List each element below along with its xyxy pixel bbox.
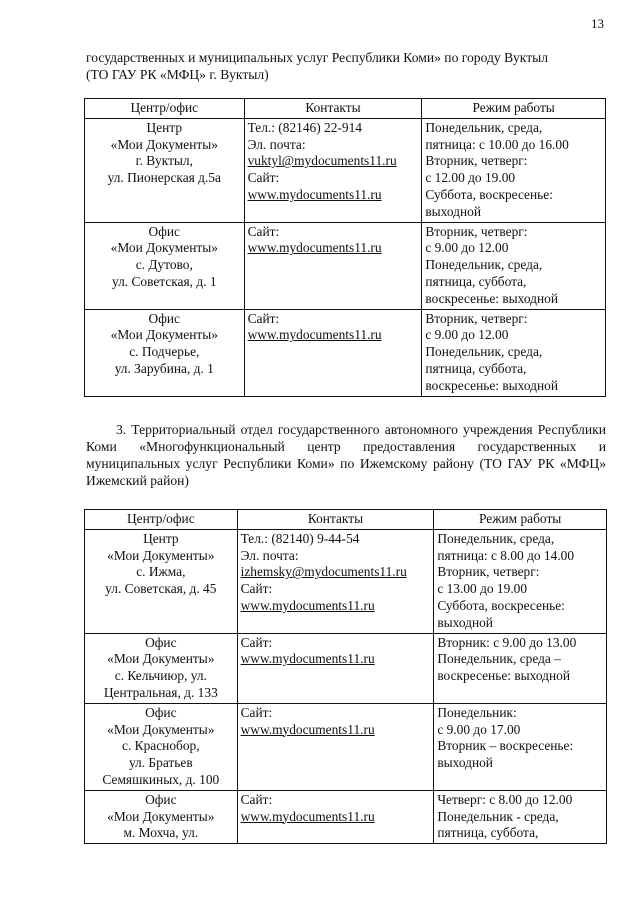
section2-heading (86, 421, 606, 489)
schedule-line: пятница, суббота, (437, 825, 539, 841)
cell-contacts (237, 633, 434, 703)
center-line: ул. Братьев (128, 755, 193, 771)
schedule-line: Понедельник, среда, (425, 257, 543, 273)
center-line: «Мои Документы» (110, 327, 218, 343)
contact-text: Сайт: (240, 791, 273, 807)
schedule-line: выходной (425, 203, 481, 219)
schedule-line: пятница: с 10.00 до 16.00 (425, 136, 569, 152)
contact-text: Сайт: (247, 170, 280, 186)
contact-link[interactable]: www.mydocuments11.ru (240, 808, 375, 824)
cell-contacts (237, 703, 434, 790)
column-header-center: Центр/офис (85, 99, 245, 119)
contact-link[interactable]: www.mydocuments11.ru (240, 597, 375, 613)
contact-link[interactable]: www.mydocuments11.ru (247, 240, 382, 256)
section2-table (84, 509, 607, 844)
contact-text: Сайт: (247, 223, 280, 239)
page-number: 13 (591, 16, 604, 31)
schedule-line: Понедельник: (437, 704, 517, 720)
center-line: «Мои Документы» (107, 547, 215, 563)
cell-contacts (237, 529, 434, 633)
schedule-line: Вторник, четверг: (425, 223, 528, 239)
column-header-contacts: Контакты (244, 99, 422, 119)
schedule-line: Вторник: с 9.00 до 13.00 (437, 634, 577, 650)
center-line: Центр (143, 530, 179, 546)
cell-schedule (434, 790, 607, 843)
table-row (85, 790, 607, 843)
column-header-contacts: Контакты (237, 510, 434, 530)
section1-heading (86, 49, 606, 83)
table-row (85, 633, 607, 703)
center-line: с. Подчерье, (129, 344, 200, 360)
cell-schedule (434, 633, 607, 703)
contact-link[interactable]: vuktyl@mydocuments11.ru (247, 153, 397, 169)
contact-text: Сайт: (247, 310, 280, 326)
contact-text: Сайт: (240, 634, 273, 650)
schedule-line: воскресенье: выходной (437, 668, 570, 684)
cell-contacts (244, 309, 422, 396)
contact-link[interactable]: izhemsky@mydocuments11.ru (240, 564, 407, 580)
table-header-row (85, 99, 606, 119)
cell-center-office (85, 529, 238, 633)
center-line: Офис (148, 310, 181, 326)
center-line: Офис (145, 791, 177, 807)
center-line: Офис (145, 704, 177, 720)
section2-heading-text: 3. Территориальный отдел государственного автономного учреждения Республики Коми «Многофункциональный центр предоставления государственных и муниципальных услуг Республики Коми» по Ижемскому району (ТО ГАУ РК «МФЦ» Ижемский район) (86, 422, 606, 488)
cell-center-office (85, 118, 245, 222)
table-row (85, 703, 607, 790)
contact-link[interactable]: www.mydocuments11.ru (247, 186, 382, 202)
table-header-row (85, 510, 607, 530)
column-header-schedule: Режим работы (434, 510, 607, 530)
schedule-line: пятница, суббота, (425, 360, 527, 376)
contact-text: Тел.: (82140) 9-44-54 (240, 530, 360, 546)
schedule-line: Вторник – воскресенье: (437, 738, 574, 754)
schedule-line: с 9.00 до 12.00 (425, 327, 509, 343)
schedule-line: Четверг: с 8.00 до 12.00 (437, 791, 573, 807)
schedule-line: с 9.00 до 17.00 (437, 721, 521, 737)
contact-text: Эл. почта: (247, 136, 306, 152)
schedule-line: с 9.00 до 12.00 (425, 240, 509, 256)
schedule-line: пятница, суббота, (425, 273, 527, 289)
schedule-line: выходной (437, 755, 493, 771)
center-line: г. Вуктыл, (135, 153, 193, 169)
center-line: «Мои Документы» (107, 721, 215, 737)
schedule-line: Понедельник, среда, (425, 119, 543, 135)
center-line: «Мои Документы» (110, 240, 218, 256)
cell-schedule (422, 309, 606, 396)
center-line: Центральная, д. 133 (103, 684, 218, 700)
contact-link[interactable]: www.mydocuments11.ru (247, 327, 382, 343)
schedule-line: Понедельник, среда, (425, 344, 543, 360)
center-line: «Мои Документы» (110, 136, 218, 152)
cell-schedule (434, 703, 607, 790)
cell-center-office (85, 633, 238, 703)
center-line: с. Ижма, (136, 564, 186, 580)
center-line: с. Дутово, (135, 257, 193, 273)
section1-table (84, 98, 606, 397)
contact-link[interactable]: www.mydocuments11.ru (240, 651, 375, 667)
schedule-line: Вторник, четверг: (425, 153, 528, 169)
schedule-line: воскресенье: выходной (425, 377, 559, 393)
cell-schedule (422, 118, 606, 222)
schedule-line: с 12.00 до 19.00 (425, 170, 516, 186)
cell-center-office (85, 703, 238, 790)
column-header-center: Центр/офис (85, 510, 238, 530)
table-row (85, 309, 606, 396)
schedule-line: с 13.00 до 19.00 (437, 581, 528, 597)
center-line: с. Краснобор, (122, 738, 200, 754)
schedule-line: выходной (437, 614, 493, 630)
cell-center-office (85, 222, 245, 309)
cell-schedule (422, 222, 606, 309)
schedule-line: Понедельник - среда, (437, 808, 559, 824)
table-row (85, 222, 606, 309)
schedule-line: Вторник, четверг: (437, 564, 540, 580)
center-line: м. Мохча, ул. (123, 825, 199, 841)
schedule-line: Суббота, воскресенье: (437, 597, 565, 613)
center-line: ул. Зарубина, д. 1 (114, 360, 214, 376)
schedule-line: Понедельник, среда, (437, 530, 555, 546)
center-line: ул. Советская, д. 1 (112, 273, 217, 289)
cell-contacts (244, 118, 422, 222)
center-line: ул. Пионерская д.5а (107, 170, 221, 186)
schedule-line: Вторник, четверг: (425, 310, 528, 326)
contact-link[interactable]: www.mydocuments11.ru (240, 721, 375, 737)
cell-contacts (244, 222, 422, 309)
cell-contacts (237, 790, 434, 843)
section1-heading-line1: государственных и муниципальных услуг Республики Коми» по городу Вуктыл (86, 50, 549, 65)
schedule-line: Понедельник, среда – (437, 651, 561, 667)
contact-text: Сайт: (240, 704, 273, 720)
table-row (85, 529, 607, 633)
center-line: «Мои Документы» (107, 808, 215, 824)
center-line: с. Кельчиюр, ул. (114, 668, 207, 684)
section1-heading-line2: (ТО ГАУ РК «МФЦ» г. Вуктыл) (86, 67, 269, 82)
center-line: ул. Советская, д. 45 (105, 581, 217, 597)
center-line: Семяшкиных, д. 100 (102, 771, 220, 787)
contact-text: Сайт: (240, 581, 273, 597)
schedule-line: Суббота, воскресенье: (425, 186, 553, 202)
center-line: «Мои Документы» (107, 651, 215, 667)
schedule-line: воскресенье: выходной (425, 290, 559, 306)
table-row (85, 118, 606, 222)
cell-schedule (434, 529, 607, 633)
center-line: Офис (148, 223, 181, 239)
cell-center-office (85, 790, 238, 843)
center-line: Центр (146, 119, 183, 135)
column-header-schedule: Режим работы (422, 99, 606, 119)
contact-text: Тел.: (82146) 22-914 (247, 119, 362, 135)
center-line: Офис (145, 634, 177, 650)
cell-center-office (85, 309, 245, 396)
schedule-line: пятница: с 8.00 до 14.00 (437, 547, 575, 563)
contact-text: Эл. почта: (240, 547, 299, 563)
